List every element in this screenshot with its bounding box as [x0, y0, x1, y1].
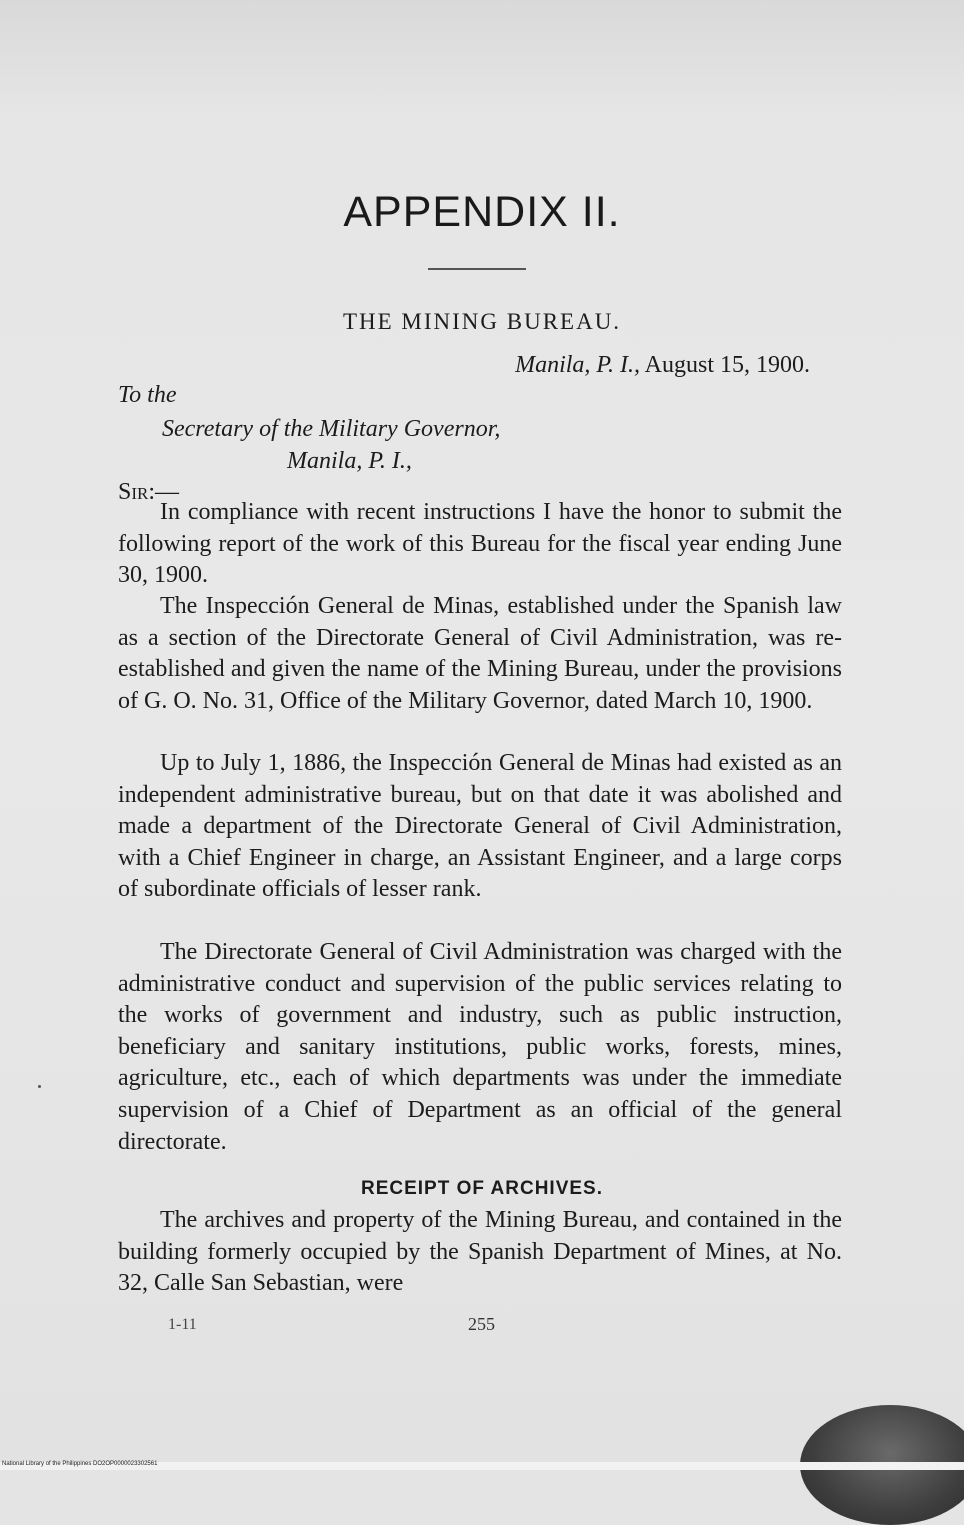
address-line-3: Manila, P. I.,	[287, 448, 412, 474]
paragraph-2: The Inspección General de Minas, established under the Spanish law as a section of the Directorate General of Civil Administration, was re-established and given the name of the Mining Bureau, under the provisions of G. O. No. 31, Office of the Military Governor, dated March 10, 1900.	[118, 593, 842, 714]
dateline	[0, 352, 810, 379]
signature-mark: 1-11	[168, 1316, 197, 1333]
address-line-2: Secretary of the Military Governor,	[162, 416, 501, 442]
page-number: 255	[468, 1314, 495, 1334]
section-subtitle: THE MINING BUREAU.	[342, 309, 622, 334]
paragraph-1: In compliance with recent instructions I have the honor to submit the following report of the work of this Bureau for the fiscal year ending June 30, 1900.	[118, 499, 842, 589]
title-rule	[428, 268, 526, 270]
library-footer: National Library of the Philippines DO2OP0000023302561	[2, 1461, 158, 1467]
section-heading: RECEIPT OF ARCHIVES.	[360, 1178, 604, 1199]
paragraph-3: Up to July 1, 1886, the Inspección General de Minas had existed as an independent administrative bureau, but on that date it was abolished and made a department of the Directorate General of Civil Administration, with a Chief Engineer in charge, an Assistant Engineer, and a large corps of subordinate officials of lesser rank.	[118, 750, 842, 903]
address-line-1: To the	[118, 382, 177, 408]
paragraph-4: The Directorate General of Civil Administration was charged with the administrative conduct and supervision of the public services relating to the works of government and industry, such as public instruction, beneficiary and sanitary institutions, public works, forests, mines, agriculture, etc., each of which departments was under the immediate supervision of a Chief of Department as an official of the general directorate.	[118, 939, 842, 1155]
section-paragraph: The archives and property of the Mining Bureau, and contained in the building formerly occupied by the Spanish Department of Mines, at No. 32, Calle San Sebastian, were	[118, 1207, 842, 1297]
scan-speck	[38, 1085, 41, 1088]
salutation: Sir:—	[118, 479, 180, 505]
dateline-date: August 15, 1900.	[639, 352, 810, 378]
appendix-title: APPENDIX II.	[343, 188, 621, 236]
dateline-place: Manila, P. I.,	[515, 352, 640, 378]
